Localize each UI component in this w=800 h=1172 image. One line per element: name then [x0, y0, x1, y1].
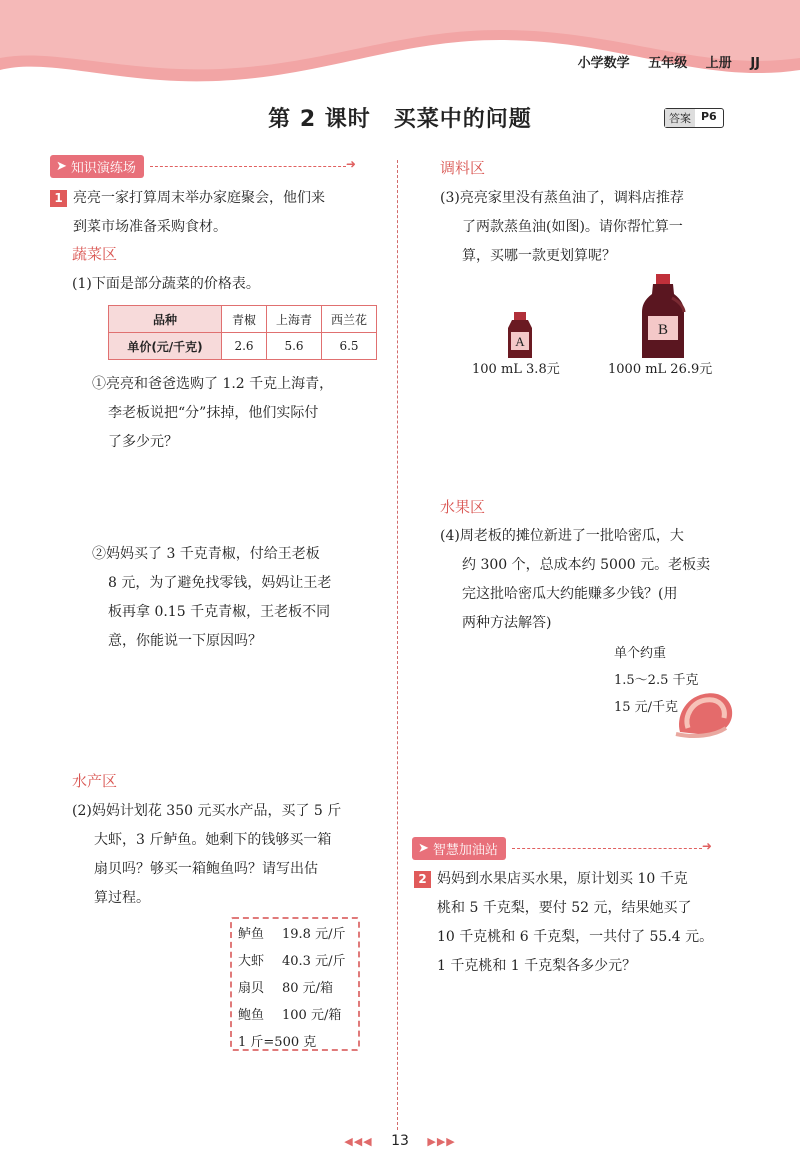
text-line: 扇贝吗？够买一箱鲍鱼吗？请写出估: [94, 861, 318, 877]
answer-label: 答案: [665, 109, 695, 127]
section-tag-bonus: [412, 837, 702, 859]
header-grade: 五年级: [648, 56, 688, 71]
page-title: 第 2 课时 买菜中的问题: [268, 107, 532, 132]
text-line: 单个约重: [614, 646, 667, 661]
text-line: 了多少元？: [108, 434, 178, 450]
table-price: 6.5: [322, 333, 377, 360]
text-line: 10 千克桃和 6 千克梨，一共付了 55.4 元。: [437, 929, 714, 945]
page-footer: [0, 1133, 800, 1149]
text-line: 妈妈到水果店买水果，原计划买 10 千克: [437, 871, 688, 887]
unit-note: 1 斤=500 克: [238, 1035, 317, 1050]
text-line: 李老板说把“分”抹掉，他们实际付: [108, 405, 319, 421]
text-line: 算，买哪一款更划算呢？: [462, 248, 616, 264]
bottle-b-letter: B: [657, 322, 669, 338]
header-volume: 上册: [705, 56, 732, 71]
column-divider: [397, 160, 398, 1130]
q1-part3: [440, 184, 684, 271]
text-line: 15 元/千克: [614, 700, 679, 715]
question-number: 1: [50, 190, 67, 207]
bottle-a-caption: 100 mL 3.8元: [472, 362, 560, 377]
table-header-kind: 品种: [109, 306, 222, 333]
table-price: 2.6: [222, 333, 267, 360]
seafood-price: 19.8 元/斤: [282, 927, 346, 942]
text-line: 约 300 个，总成本约 5000 元。老板卖: [462, 557, 711, 573]
seafood-price: 80 元/箱: [282, 981, 334, 996]
seafood-row: [238, 975, 352, 1002]
q1-part1: (1)下面是部分蔬菜的价格表。: [72, 276, 260, 292]
seafood-name: 鲍鱼: [238, 1008, 265, 1023]
table-header-price: 单价(元/千克): [109, 333, 222, 360]
left-arrows-icon: ◀◀◀: [344, 1135, 373, 1148]
q1-intro: [50, 184, 380, 242]
text-line: 意，你能说一下原因吗？: [108, 633, 262, 649]
fruit-zone-label: 水果区: [440, 498, 486, 516]
bottle-a-letter: A: [515, 334, 525, 349]
aqua-zone-label: 水产区: [72, 772, 118, 790]
seafood-price: 40.3 元/斤: [282, 954, 346, 969]
bottle-b-caption: 1000 mL 26.9元: [608, 362, 713, 377]
text-line: (2)妈妈计划花 350 元买水产品，买了 5 斤: [72, 803, 342, 819]
q1-intro-line2: 到菜市场准备采购食材。: [73, 219, 227, 235]
bottle-b-image: [638, 272, 688, 362]
veg-zone-label: 蔬菜区: [72, 245, 118, 263]
table-item: 上海青: [267, 306, 322, 333]
q1-part2: [72, 797, 341, 913]
header-edition: JJ: [750, 56, 760, 71]
text-line: 大虾，3 斤鲈鱼。她剩下的钱够买一箱: [94, 832, 332, 848]
seafood-price-box: [230, 917, 360, 1051]
q1-intro-line1: 亮亮一家打算周末举办家庭聚会，他们来: [73, 190, 325, 206]
seafood-name: 扇贝: [238, 981, 265, 996]
text-line: 板再拿 0.15 千克青椒，王老板不同: [108, 604, 331, 620]
seafood-price: 100 元/箱: [282, 1008, 342, 1023]
answer-page: P6: [701, 110, 717, 123]
bottle-a-image: [500, 310, 540, 360]
table-item: 青椒: [222, 306, 267, 333]
section-tag-label: 知识演练场: [70, 160, 136, 176]
text-line: (3)亮亮家里没有蒸鱼油了，调料店推荐: [440, 190, 684, 206]
section-tag-practice: [50, 155, 346, 177]
seafood-row: [238, 1002, 352, 1029]
q1-part1-b: [92, 540, 331, 656]
melon-icon: [674, 688, 736, 740]
text-line: 算过程。: [94, 890, 150, 906]
right-arrows-icon: ▶▶▶: [427, 1135, 456, 1148]
table-price: 5.6: [267, 333, 322, 360]
table-item: 西兰花: [322, 306, 377, 333]
dashed-arrow-line: [150, 166, 346, 167]
header-info: [564, 52, 760, 71]
seafood-name: 鲈鱼: [238, 927, 265, 942]
text-line: (4)周老板的摊位新进了一批哈密瓜，大: [440, 528, 684, 544]
dashed-arrow-line: [512, 848, 702, 849]
q2: [414, 865, 713, 981]
arrow-icon: ➤: [418, 840, 429, 856]
text-line: 了两款蒸鱼油(如图)。请你帮忙算一: [462, 219, 683, 235]
text-line: 桃和 5 千克梨，要付 52 元，结果她买了: [437, 900, 692, 916]
text-line: 8 元，为了避免找零钱，妈妈让王老: [108, 575, 332, 591]
text-line: 完这批哈密瓜大约能赚多少钱？(用: [462, 586, 678, 602]
veg-price-table: [108, 305, 377, 360]
section-tag-label: 智慧加油站: [432, 842, 498, 858]
page-number: 13: [391, 1133, 409, 1149]
seasoning-zone-label: 调料区: [440, 159, 486, 177]
arrow-icon: ➤: [56, 158, 67, 174]
question-number: 2: [414, 871, 431, 888]
text-line: ①亮亮和爸爸选购了 1.2 千克上海青，: [92, 376, 334, 392]
seafood-row: [238, 948, 352, 975]
q1-part1-a: [92, 370, 333, 457]
q1-part4: [440, 522, 710, 638]
answer-ref[interactable]: [664, 108, 724, 128]
header-wave: [0, 0, 800, 90]
text-line: 1.5～2.5 千克: [614, 673, 699, 688]
text-line: 1 千克桃和 1 千克梨各多少元？: [437, 958, 637, 974]
text-line: ②妈妈买了 3 千克青椒，付给王老板: [92, 546, 320, 562]
header-subject: 小学数学: [577, 56, 630, 71]
seafood-row: [238, 921, 352, 948]
text-line: 两种方法解答): [462, 615, 552, 631]
seafood-name: 大虾: [238, 954, 265, 969]
